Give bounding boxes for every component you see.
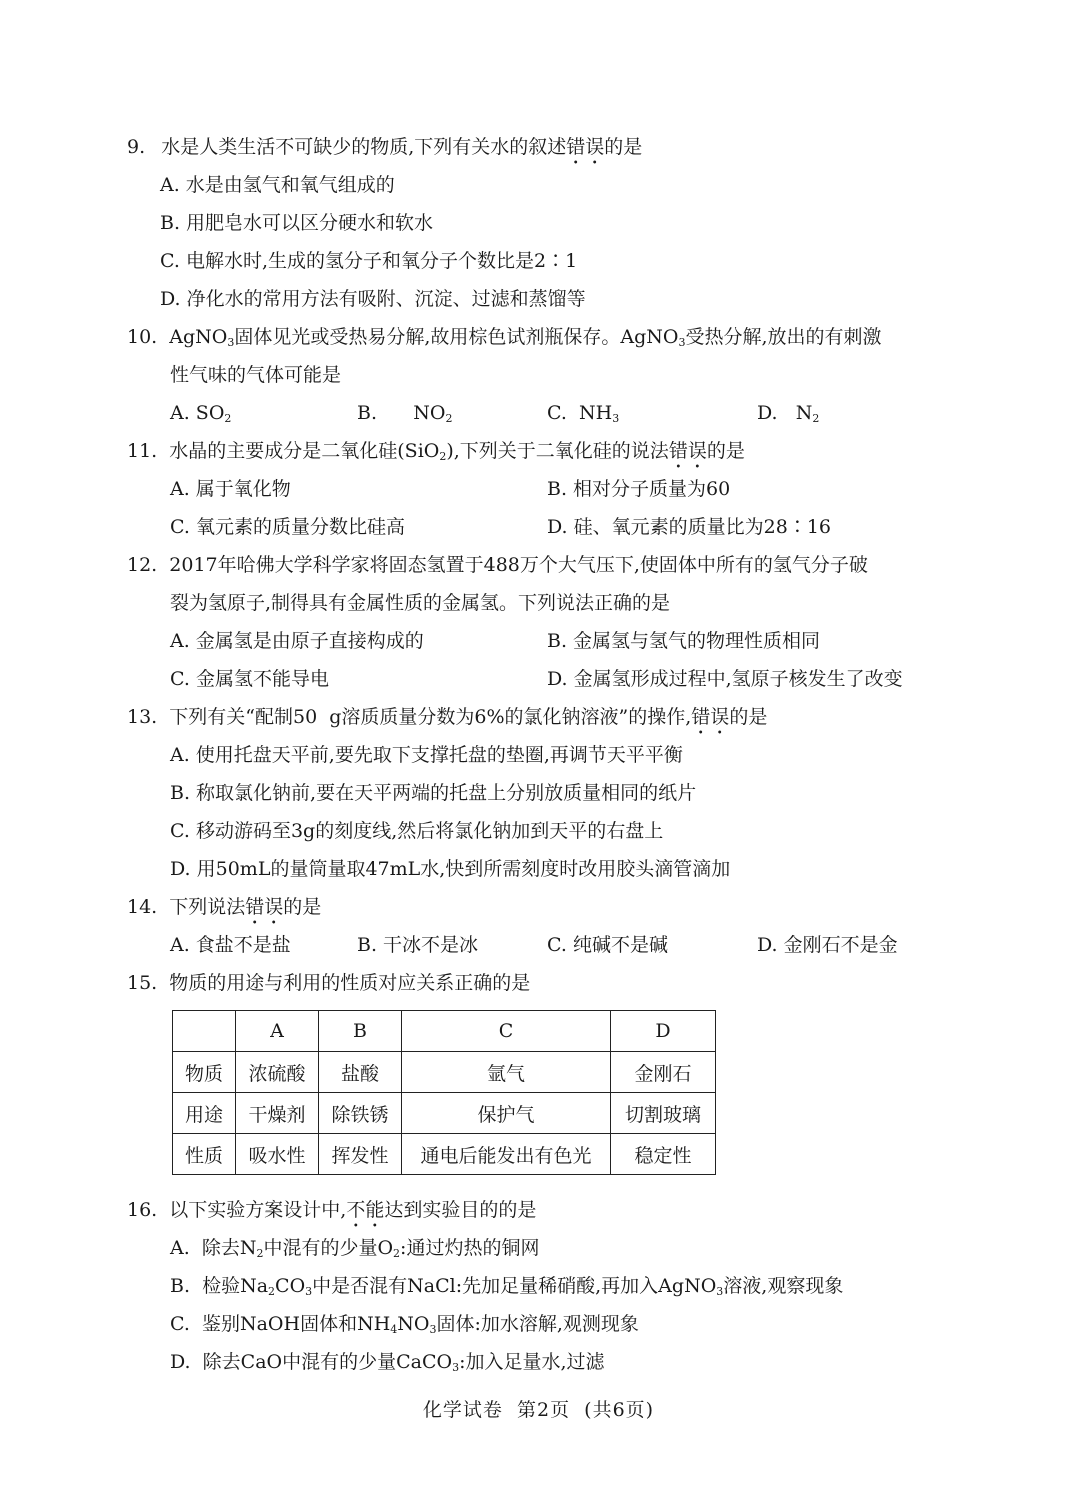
question-14-stem	[127, 894, 321, 929]
stem-text: 的是	[283, 896, 322, 918]
table-row	[173, 1134, 716, 1175]
stem-text: AgNO	[169, 326, 228, 348]
option-b	[170, 1273, 843, 1305]
option-text: :加入足量水,过滤	[459, 1351, 605, 1373]
option-b: B. 相对分子质量为60	[547, 478, 731, 500]
question-12-stem-cont: 裂为氢原子,制得具有金属性质的金属氢。下列说法正确的是	[170, 592, 671, 614]
question-13-stem	[127, 704, 767, 739]
table-row	[173, 1052, 716, 1093]
question-number: 13.	[127, 706, 158, 728]
subscript: 3	[716, 1285, 724, 1298]
stem-text: ),下列关于二氧化硅的说法	[446, 440, 669, 462]
stem-text: 水晶的主要成分是二氧化硅(SiO	[169, 440, 440, 462]
table-cell: 性质	[173, 1134, 236, 1175]
option-a: A. 水是由氢气和氧气组成的	[160, 174, 395, 196]
option-a	[170, 1235, 539, 1267]
subscript: 2	[439, 450, 447, 463]
table-cell: 干燥剂	[236, 1093, 319, 1134]
stem-text: 的是	[706, 440, 745, 462]
table-cell: 用途	[173, 1093, 236, 1134]
emphasis-text: 错误	[245, 896, 284, 918]
question-number: 14.	[127, 896, 158, 918]
page-footer: 化学试卷 第2页 (共6页)	[422, 1399, 655, 1421]
question-10-stem	[127, 324, 882, 356]
table-cell: A	[236, 1011, 319, 1052]
option-b: B. 干冰不是冰	[357, 934, 479, 956]
question-10-stem-cont: 性气味的气体可能是	[170, 364, 342, 386]
subscript: 3	[227, 336, 235, 349]
emphasis-text: 错误	[566, 136, 605, 158]
option-b: B. 金属氢与氢气的物理性质相同	[547, 630, 821, 652]
subscript: 3	[678, 336, 686, 349]
properties-table	[172, 1010, 716, 1175]
option-d	[170, 1349, 605, 1381]
table-cell	[173, 1011, 236, 1052]
question-9-stem	[127, 134, 642, 169]
option-text: 中混有的少量O	[263, 1237, 394, 1259]
option-b: B. 用肥皂水可以区分硬水和软水	[160, 212, 434, 234]
subscript: 2	[268, 1285, 276, 1298]
question-number: 9.	[127, 136, 146, 158]
stem-text: 2017年哈佛大学科学家将固态氢置于488万个大气压下,使固体中所有的氢气分子破	[169, 554, 868, 576]
subscript: 3	[305, 1285, 313, 1298]
emphasis-text: 不能	[346, 1199, 385, 1221]
option-a: A. 使用托盘天平前,要先取下支撑托盘的垫圈,再调节天平平衡	[170, 744, 683, 766]
question-12-stem	[127, 552, 868, 578]
table-cell: D	[611, 1011, 716, 1052]
option-c: C. 氧元素的质量分数比硅高	[170, 516, 405, 538]
question-number: 12.	[127, 554, 158, 576]
table-cell: 氩气	[402, 1052, 611, 1093]
table-cell: 除铁锈	[319, 1093, 402, 1134]
option-text: D. 除去CaO中混有的少量CaCO	[170, 1351, 453, 1373]
question-number: 16.	[127, 1199, 158, 1221]
stem-text: 下列有关“配制50 g溶质质量分数为6%的氯化钠溶液”的操作,	[169, 706, 692, 728]
option-text: NO	[397, 1313, 430, 1335]
stem-text: 水是人类生活不可缺少的物质,下列有关水的叙述	[161, 136, 567, 158]
option-text: C. NH	[547, 402, 613, 424]
stem-text: 的是	[729, 706, 768, 728]
table-cell: 稳定性	[611, 1134, 716, 1175]
option-c	[547, 400, 619, 432]
option-c: C. 金属氢不能导电	[170, 668, 329, 690]
table-cell: 浓硫酸	[236, 1052, 319, 1093]
subscript: 2	[393, 1247, 401, 1260]
question-number: 11.	[127, 440, 158, 462]
option-a: A. 属于氧化物	[170, 478, 291, 500]
option-a	[170, 400, 231, 432]
table-cell: B	[319, 1011, 402, 1052]
subscript: 3	[612, 412, 620, 425]
table-cell: 通电后能发出有色光	[402, 1134, 611, 1175]
subscript: 2	[445, 412, 453, 425]
option-text: 溶液,观察现象	[723, 1275, 844, 1297]
table-cell: 物质	[173, 1052, 236, 1093]
option-text: B. 检验Na	[170, 1275, 269, 1297]
option-d: D. 净化水的常用方法有吸附、沉淀、过滤和蒸馏等	[160, 288, 586, 310]
option-d: D. 金刚石不是金	[757, 934, 898, 956]
option-text: B. NO	[357, 402, 446, 424]
option-c: C. 移动游码至3g的刻度线,然后将氯化钠加到天平的右盘上	[170, 820, 664, 842]
question-16-stem	[127, 1197, 536, 1232]
option-d	[757, 400, 819, 432]
option-c: C. 电解水时,生成的氢分子和氧分子个数比是2∶1	[160, 250, 578, 272]
subscript: 2	[224, 412, 232, 425]
stem-text: 下列说法	[169, 896, 246, 918]
table-cell: 挥发性	[319, 1134, 402, 1175]
question-number: 10.	[127, 326, 158, 348]
subscript: 2	[256, 1247, 264, 1260]
question-15-stem	[127, 970, 530, 996]
question-11-stem	[127, 438, 745, 473]
emphasis-text: 错误	[691, 706, 730, 728]
table-cell: C	[402, 1011, 611, 1052]
stem-text: 以下实验方案设计中,	[169, 1199, 347, 1221]
stem-text: 的是	[604, 136, 643, 158]
table-cell: 保护气	[402, 1093, 611, 1134]
option-d: D. 硅、氧元素的质量比为28∶16	[547, 516, 831, 538]
option-text: CO	[275, 1275, 306, 1297]
option-a: A. 金属氢是由原子直接构成的	[170, 630, 424, 652]
table-header-row	[173, 1011, 716, 1052]
option-a: A. 食盐不是盐	[170, 934, 291, 956]
table-cell: 盐酸	[319, 1052, 402, 1093]
subscript: 2	[812, 412, 820, 425]
option-b: B. 称取氯化钠前,要在天平两端的托盘上分别放质量相同的纸片	[170, 782, 697, 804]
table-cell: 吸水性	[236, 1134, 319, 1175]
option-text: D. N	[757, 402, 813, 424]
question-number: 15.	[127, 972, 158, 994]
option-text: 中是否混有NaCl:先加足量稀硝酸,再加入AgNO	[312, 1275, 717, 1297]
stem-text: 达到实验目的的是	[384, 1199, 537, 1221]
option-text: A. SO	[170, 402, 225, 424]
stem-text: 受热分解,放出的有刺激	[685, 326, 882, 348]
table-row	[173, 1093, 716, 1134]
subscript: 4	[390, 1323, 398, 1336]
option-text: 固体:加水溶解,观测现象	[436, 1313, 639, 1335]
option-text: A. 除去N	[170, 1237, 257, 1259]
option-c: C. 纯碱不是碱	[547, 934, 668, 956]
table-cell: 切割玻璃	[611, 1093, 716, 1134]
option-d: D. 用50mL的量筒量取47mL水,快到所需刻度时改用胶头滴管滴加	[170, 858, 731, 880]
option-c	[170, 1311, 639, 1343]
option-d: D. 金属氢形成过程中,氢原子核发生了改变	[547, 668, 903, 690]
emphasis-text: 错误	[668, 440, 707, 462]
table-cell: 金刚石	[611, 1052, 716, 1093]
stem-text: 物质的用途与利用的性质对应关系正确的是	[169, 972, 531, 994]
option-text: C. 鉴别NaOH固体和NH	[170, 1313, 391, 1335]
stem-text: 固体见光或受热易分解,故用棕色试剂瓶保存。AgNO	[234, 326, 679, 348]
option-b	[357, 400, 452, 432]
option-text: :通过灼热的铜网	[400, 1237, 540, 1259]
subscript: 3	[429, 1323, 437, 1336]
subscript: 3	[452, 1361, 460, 1374]
